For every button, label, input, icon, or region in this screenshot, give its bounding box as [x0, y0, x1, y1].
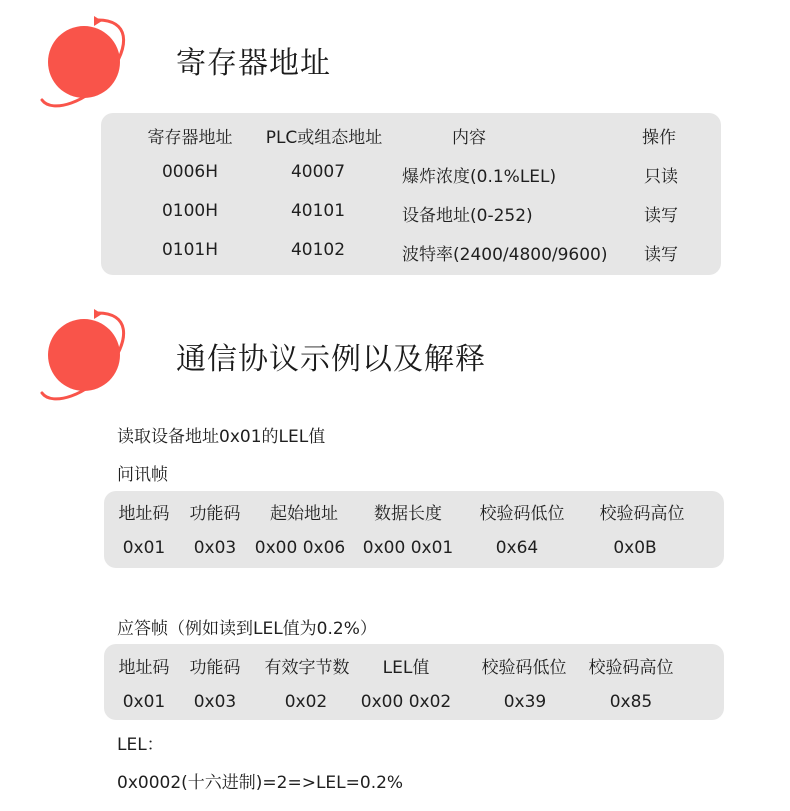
table-cell: 0x03 [193, 538, 237, 558]
table-header: 地址码 [118, 504, 170, 524]
register-table [101, 113, 721, 275]
table-cell: 0x85 [609, 692, 653, 712]
table-header: 起始地址 [270, 504, 338, 524]
section-title-register: 寄存器地址 [176, 46, 331, 81]
response-frame-table [104, 644, 724, 720]
table-cell: 0101H [161, 240, 219, 260]
lel-calculation: 0x0002(十六进制)=2=>LEL=0.2% [117, 773, 404, 793]
table-cell: 只读 [644, 167, 678, 187]
table-header: PLC或组态地址 [265, 128, 383, 148]
table-cell: 40101 [290, 201, 346, 221]
planet-icon [36, 14, 136, 114]
table-cell: 40102 [290, 240, 346, 260]
table-cell: 0x01 [122, 538, 166, 558]
table-header: 功能码 [189, 504, 241, 524]
table-cell: 0x00 0x06 [254, 538, 346, 558]
table-cell: 0100H [161, 201, 219, 221]
table-header: 校验码高位 [599, 504, 685, 524]
table-cell: 波特率(2400/4800/9600) [402, 245, 608, 265]
table-cell: 设备地址(0-252) [402, 206, 533, 226]
table-header: 寄存器地址 [147, 128, 233, 148]
table-cell: 0x00 0x02 [360, 692, 452, 712]
table-header: 操作 [642, 128, 676, 148]
table-header: 校验码高位 [588, 658, 674, 678]
table-header: 数据长度 [374, 504, 442, 524]
table-cell: 40007 [290, 162, 346, 182]
example-intro: 读取设备地址0x01的LEL值 [117, 427, 326, 447]
table-header: 校验码低位 [481, 658, 567, 678]
table-cell: 0x00 0x01 [362, 538, 454, 558]
planet-icon [36, 307, 136, 407]
table-cell: 0x0B [613, 538, 657, 558]
table-cell: 0x02 [284, 692, 328, 712]
table-cell: 0x39 [503, 692, 547, 712]
table-header: 地址码 [118, 658, 170, 678]
lel-label: LEL： [117, 735, 164, 755]
table-cell: 读写 [644, 245, 678, 265]
table-cell: 0006H [161, 162, 219, 182]
table-header: 功能码 [189, 658, 241, 678]
table-header: 校验码低位 [479, 504, 565, 524]
request-frame-table [104, 491, 724, 568]
table-cell: 爆炸浓度(0.1%LEL) [402, 167, 557, 187]
table-header: 内容 [452, 128, 486, 148]
table-cell: 读写 [644, 206, 678, 226]
table-cell: 0x64 [495, 538, 539, 558]
section-title-protocol: 通信协议示例以及解释 [176, 342, 486, 377]
request-frame-label: 问讯帧 [117, 465, 168, 485]
table-cell: 0x03 [193, 692, 237, 712]
table-cell: 0x01 [122, 692, 166, 712]
response-frame-label: 应答帧（例如读到LEL值为0.2%） [117, 619, 377, 639]
table-header: 有效字节数 [264, 658, 350, 678]
table-header: LEL值 [382, 658, 430, 678]
